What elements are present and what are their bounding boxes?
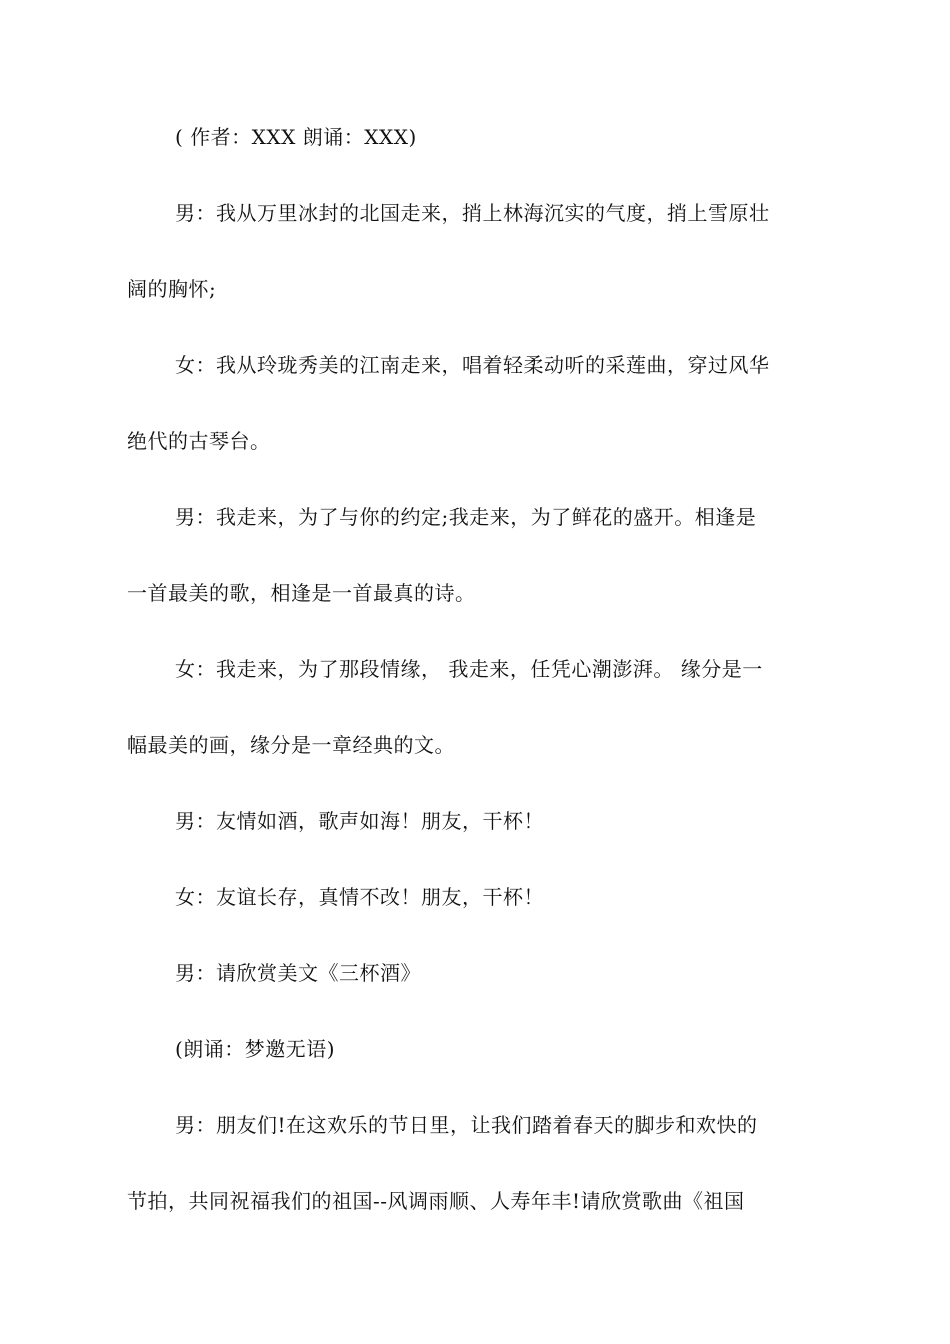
- paragraph-line: 女：我从玲珑秀美的江南走来，唱着轻柔动听的采莲曲，穿过风华: [175, 353, 770, 377]
- paragraph-line: 女：友谊长存，真情不改！朋友，干杯！: [175, 885, 544, 909]
- paragraph-line: (朗诵：梦邀无语): [175, 1037, 336, 1061]
- paragraph-line: 男：朋友们!在这欢乐的节日里，让我们踏着春天的脚步和欢快的: [175, 1113, 758, 1137]
- paragraph-line: 男：友情如酒，歌声如海！朋友，干杯！: [175, 809, 544, 833]
- paragraph-line: 阔的胸怀;: [127, 277, 217, 301]
- credit-line: ( 作者：XXX 朗诵：XXX): [175, 125, 417, 149]
- paragraph-line: 节拍，共同祝福我们的祖国--风调雨顺、人寿年丰!请欣赏歌曲《祖国: [127, 1189, 745, 1213]
- paragraph-line: 男：我走来，为了与你的约定;我走来，为了鲜花的盛开。相逢是: [175, 505, 757, 529]
- paragraph-line: 一首最美的歌，相逢是一首最真的诗。: [127, 581, 476, 605]
- paragraph-line: 幅最美的画，缘分是一章经典的文。: [127, 733, 455, 757]
- paragraph-line: 绝代的古琴台。: [127, 429, 271, 453]
- paragraph-line: 男：我从万里冰封的北国走来，捎上林海沉实的气度，捎上雪原壮: [175, 201, 770, 225]
- paragraph-line: 男：请欣赏美文《三杯酒》: [175, 961, 421, 985]
- document-body: [127, 118, 827, 1220]
- paragraph-line: 女：我走来，为了那段情缘， 我走来，任凭心潮澎湃。 缘分是一: [175, 657, 763, 681]
